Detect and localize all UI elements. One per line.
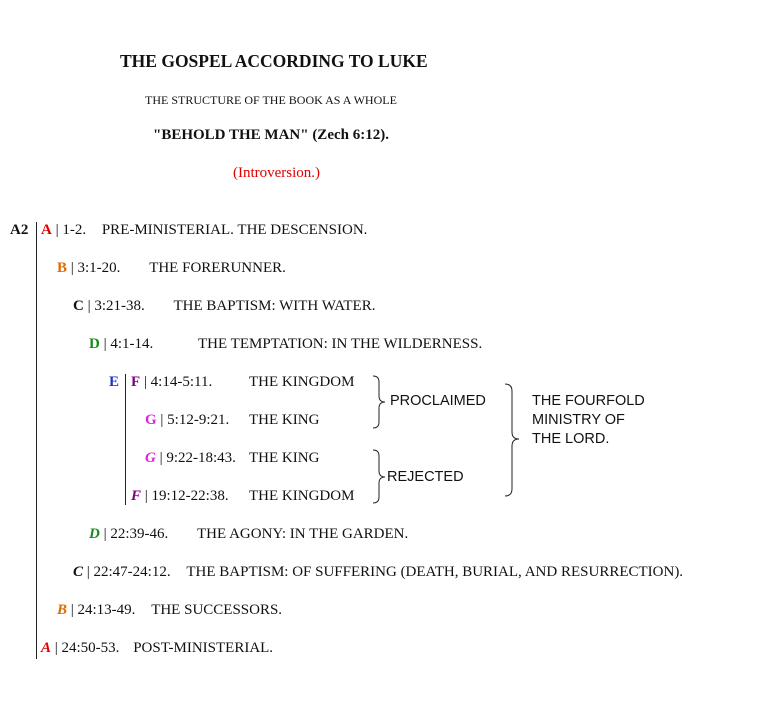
ministry-line-3: THE LORD. — [532, 431, 610, 447]
row-title: THE BAPTISM: OF SUFFERING (DEATH, BURIAL, AND RESURRECTION). — [186, 564, 684, 580]
row-f-bottom-title: THE KINGDOM — [249, 488, 355, 504]
row-letter: G — [145, 412, 157, 428]
row-title: THE BAPTISM: WITH WATER. — [173, 298, 376, 314]
row-a-bottom — [41, 641, 273, 656]
row-title: THE FORERUNNER. — [149, 260, 286, 276]
row-letter: B — [57, 260, 68, 276]
row-letter: A — [41, 222, 52, 238]
row-title: PRE-MINISTERIAL. THE DESCENSION. — [101, 222, 368, 238]
row-letter: C — [73, 564, 84, 580]
row-title: THE TEMPTATION: IN THE WILDERNESS. — [198, 336, 483, 352]
rejected-label: REJECTED — [387, 469, 464, 485]
proclaimed-label: PROCLAIMED — [390, 393, 486, 409]
ministry-brace — [505, 384, 519, 496]
row-reference: | 5:12-9:21. — [160, 412, 230, 428]
page-subtitle: THE STRUCTURE OF THE BOOK AS A WHOLE — [145, 93, 397, 107]
structure-label: A2 — [10, 222, 29, 238]
row-reference: | 3:1-20. — [70, 260, 121, 276]
row-letter: D — [89, 526, 100, 542]
row-letter: F — [131, 488, 142, 504]
row-letter: D — [89, 336, 100, 352]
row-reference: | 19:12-22:38. — [144, 488, 229, 504]
ministry-line-2: MINISTRY OF — [532, 412, 625, 428]
row-reference: | 24:13-49. — [70, 602, 136, 618]
rejected-brace — [373, 450, 385, 503]
row-c-bottom — [73, 565, 683, 580]
row-letter: A — [41, 640, 52, 656]
proclaimed-brace — [373, 376, 385, 428]
row-f-top-title: THE KINGDOM — [249, 374, 355, 390]
row-reference: | 1-2. — [55, 222, 87, 238]
row-reference: | 3:21-38. — [87, 298, 145, 314]
row-title: POST-MINISTERIAL. — [133, 640, 274, 656]
row-g-bottom-title: THE KING — [249, 450, 320, 466]
row-reference: | 4:14-5:11. — [143, 374, 213, 390]
row-letter: C — [73, 298, 84, 314]
row-letter: B — [57, 602, 68, 618]
row-reference: | 9:22-18:43. — [159, 450, 236, 466]
row-letter: G — [145, 450, 156, 466]
row-reference: | 22:39-46. — [103, 526, 169, 542]
row-d-bottom — [89, 527, 408, 542]
ministry-line-1: THE FOURFOLD — [532, 393, 645, 409]
row-e-letter: E — [109, 374, 120, 390]
motto: "BEHOLD THE MAN" (Zech 6:12). — [153, 127, 389, 143]
row-reference: | 22:47-24:12. — [86, 564, 171, 580]
row-g-top-title: THE KING — [249, 412, 320, 428]
row-b-bottom — [57, 603, 282, 618]
row-title: THE SUCCESSORS. — [151, 602, 283, 618]
row-title: THE AGONY: IN THE GARDEN. — [197, 526, 409, 542]
row-reference: | 24:50-53. — [54, 640, 120, 656]
introversion-note: (Introversion.) — [233, 165, 321, 181]
page-title: THE GOSPEL ACCORDING TO LUKE — [120, 51, 428, 71]
row-letter: F — [131, 374, 141, 390]
row-reference: | 4:1-14. — [103, 336, 154, 352]
